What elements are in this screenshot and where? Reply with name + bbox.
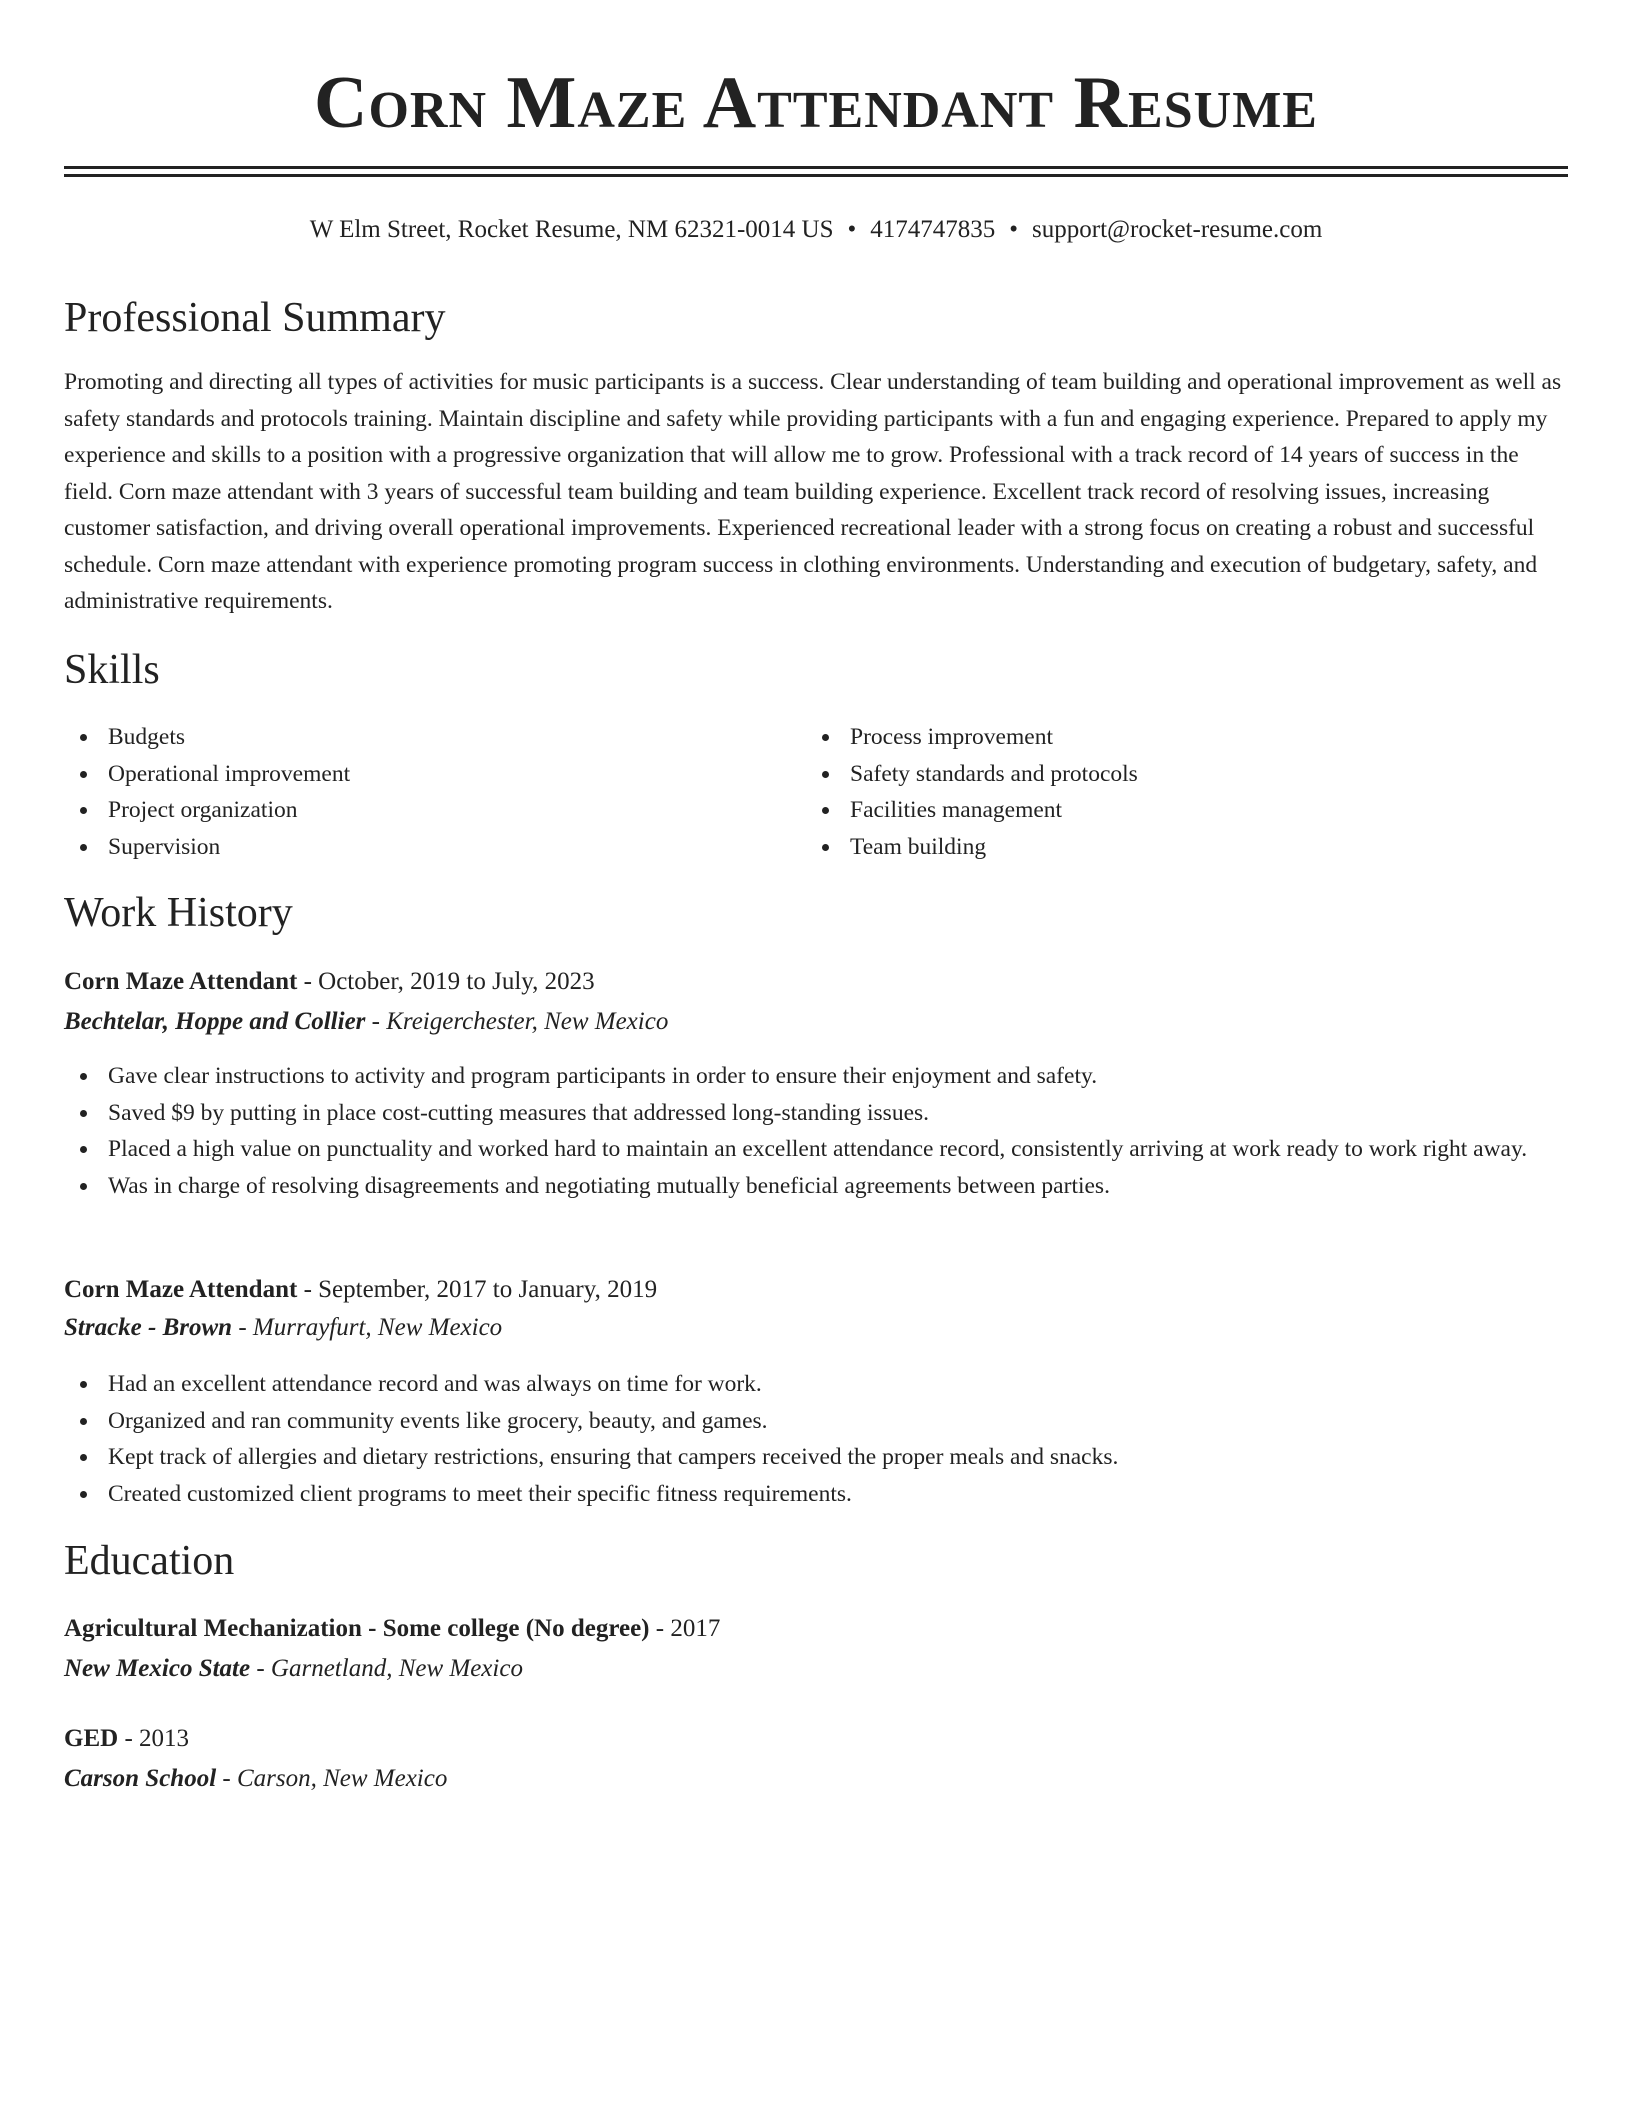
degree-year: - 2013 [118,1725,190,1752]
skill-item: Safety standards and protocols [806,756,1566,793]
education-2-school-line [64,1761,447,1797]
skill-item: Team building [806,829,1566,866]
job-dates: - September, 2017 to January, 2019 [297,1276,658,1303]
title-rule-top [64,166,1568,169]
school-name: Carson School [64,1765,217,1792]
employer-location: - Murrayfurt, New Mexico [232,1314,503,1341]
skill-item: Budgets [64,719,764,756]
education-2-header [64,1721,189,1757]
resume-page [64,0,1568,1792]
employer-location: - Kreigerchester, New Mexico [365,1008,669,1035]
job-bullet: Created customized client programs to meet their specific fitness requirements. [64,1476,1568,1513]
school-location: - Carson, New Mexico [216,1765,448,1792]
job-bullet: Gave clear instructions to activity and program participants in order to ensure their enjoyment and safety. [64,1058,1568,1095]
job-1-employer-line [64,1004,668,1040]
job-2-header [64,1272,657,1308]
contact-line [64,212,1568,248]
job-title: Corn Maze Attendant [64,968,298,995]
school-location: - Garnetland, New Mexico [250,1655,523,1682]
job-bullet: Had an excellent attendance record and was always on time for work. [64,1366,1568,1403]
contact-email: support@rocket-resume.com [1032,216,1323,243]
job-bullet: Saved $9 by putting in place cost-cutting measures that addressed long-standing issues. [64,1095,1568,1132]
job-title: Corn Maze Attendant [64,1276,298,1303]
job-1-bullets [64,1058,1568,1204]
contact-separator: • [1009,216,1019,243]
job-2-employer-line [64,1310,502,1346]
contact-address: W Elm Street, Rocket Resume, NM 62321-0014 US [309,216,834,243]
job-bullet: Was in charge of resolving disagreements and negotiating mutually beneficial agreements between parties. [64,1168,1568,1205]
contact-phone: 4174747835 [870,216,996,243]
resume-title: Corn Maze Attendant Resume [314,62,1318,144]
school-name: New Mexico State [64,1655,251,1682]
job-dates: - October, 2019 to July, 2023 [297,968,595,995]
job-bullet: Kept track of allergies and dietary restrictions, ensuring that campers received the proper meals and snacks. [64,1439,1568,1476]
title-rule-bottom [64,174,1568,177]
job-2-bullets [64,1366,1568,1512]
job-1-header [64,964,595,1000]
contact-separator: • [847,216,857,243]
education-heading: Education [64,1538,235,1584]
degree-name: Agricultural Mechanization - Some college (No degree) [64,1615,650,1642]
degree-name: GED [64,1725,119,1752]
job-bullet: Organized and ran community events like grocery, beauty, and games. [64,1403,1568,1440]
skills-list-left [64,719,764,865]
degree-year: - 2017 [649,1615,721,1642]
employer-name: Bechtelar, Hoppe and Collier [64,1008,366,1035]
summary-heading: Professional Summary [64,295,446,341]
work-heading: Work History [64,890,293,936]
skills-list-right [806,719,1566,865]
skill-item: Facilities management [806,792,1566,829]
education-1-school-line [64,1651,523,1687]
employer-name: Stracke - Brown [64,1314,233,1341]
skill-item: Operational improvement [64,756,764,793]
skills-heading: Skills [64,647,160,693]
skill-item: Process improvement [806,719,1566,756]
summary-text: Promoting and directing all types of activities for music participants is a success. Clear understanding of team building and operational improvement as well as safety standards and protocols training. Maintain discipline and safety while providing participants with a fun and engaging experience. Prepared to apply my experience and skills to a position with a progressive organization that will allow me to grow. Professional with a track record of 14 years of success in the field. Corn maze attendant with 3 years of successful team building and team building experience. Excellent track record of resolving issues, increasing customer satisfaction, and driving overall operational improvements. Experienced recreational leader with a strong focus on creating a robust and successful schedule. Corn maze attendant with experience promoting program success in clothing environments. Understanding and execution of budgetary, safety, and administrative requirements. [64,369,1562,614]
skill-item: Supervision [64,829,764,866]
skill-item: Project organization [64,792,764,829]
education-1-header [64,1611,720,1647]
job-bullet: Placed a high value on punctuality and worked hard to maintain an excellent attendance record, consistently arriving at work ready to work right away. [64,1131,1568,1168]
